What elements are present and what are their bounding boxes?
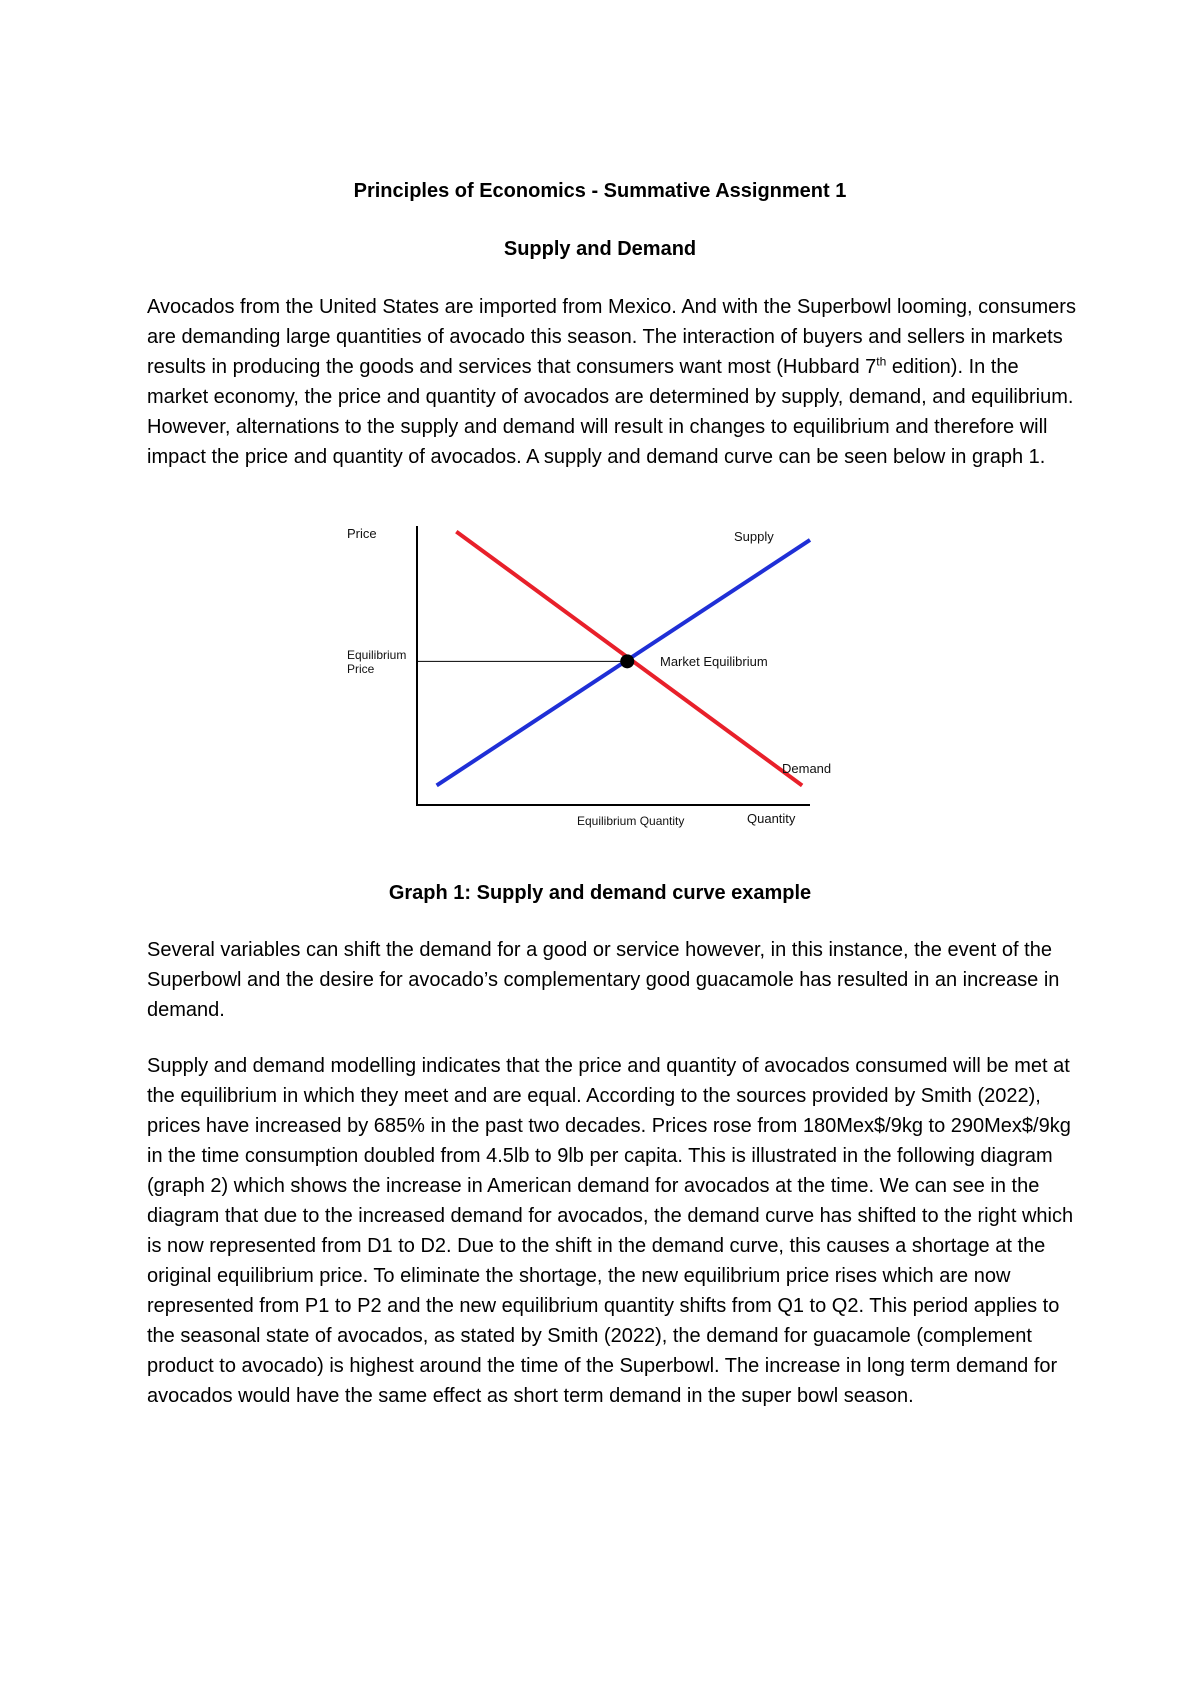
paragraph-equilibrium: Supply and demand modelling indicates that the price and quantity of avocados consumed will be met at the equilibrium in which they meet and are equal. According to the sources provided by Smith (2022), prices have increased by 685% in the past two decades. Prices rose from 180Mex$/9kg to 290Mex$/9kg in the time consumption doubled from 4.5lb to 9lb per capita. This is illustrated in the following diagram (graph 2) which shows the increase in American demand for avocados at the time. We can see in the diagram that due to the increased demand for avocados, the demand curve has shifted to the right which is now represented from D1 to D2. Due to the shift in the demand curve, this causes a shortage at the original equilibrium price. To eliminate the shortage, the new equilibrium price rises which are now represented from P1 to P2 and the new equilibrium quantity shifts from Q1 to Q2. This period applies to the seasonal state of avocados, as stated by Smith (2022), the demand for guacamole (complement product to avocado) is highest around the time of the Superbowl. The increase in long term demand for avocados would have the same effect as short term demand in the super bowl season. bbox=[147, 1055, 1074, 1407]
supply-demand-graph bbox=[330, 518, 870, 838]
equilibrium-price-label-line1: Equilibrium bbox=[347, 648, 407, 662]
paragraph-intro bbox=[147, 292, 1077, 472]
paragraph-intro-text: Avocados from the United States are imported from Mexico. And with the Superbowl looming, consumers are demanding large quantities of avocado this season. The interaction of buyers and sellers in markets results in producing the goods and services that consumers want most (Hubbard 7 bbox=[147, 296, 1076, 378]
paragraph-intro-text-continued: edition). In the market economy, the price and quantity of avocados are determined by supply, demand, and equilibrium. However, alternations to the supply and demand will result in changes to equilibrium and therefore will impact the price and quantity of avocados. A supply and demand curve can be seen below in graph 1. bbox=[147, 356, 1074, 468]
graph-caption: Graph 1: Supply and demand curve example bbox=[388, 882, 812, 904]
paragraph-demand-shift: Several variables can shift the demand for a good or service however, in this instance, the event of the Superbowl and the desire for avocado’s complementary good guacamole has resulted in an increase in demand. bbox=[147, 939, 1060, 1021]
demand-legend-label: Demand bbox=[782, 761, 832, 776]
y-axis-label: Price bbox=[347, 526, 377, 541]
document-subtitle: Supply and Demand bbox=[503, 238, 697, 260]
equilibrium-point bbox=[620, 654, 634, 668]
equilibrium-price-label-line2: Price bbox=[347, 662, 375, 676]
supply-legend-label: Supply bbox=[734, 529, 774, 544]
equilibrium-quantity-label: Equilibrium Quantity bbox=[577, 814, 685, 828]
document-title: Principles of Economics - Summative Assignment 1 bbox=[353, 180, 847, 202]
x-axis-label: Quantity bbox=[747, 811, 796, 826]
market-equilibrium-label: Market Equilibrium bbox=[660, 654, 768, 669]
superscript-ordinal: th bbox=[876, 354, 887, 369]
